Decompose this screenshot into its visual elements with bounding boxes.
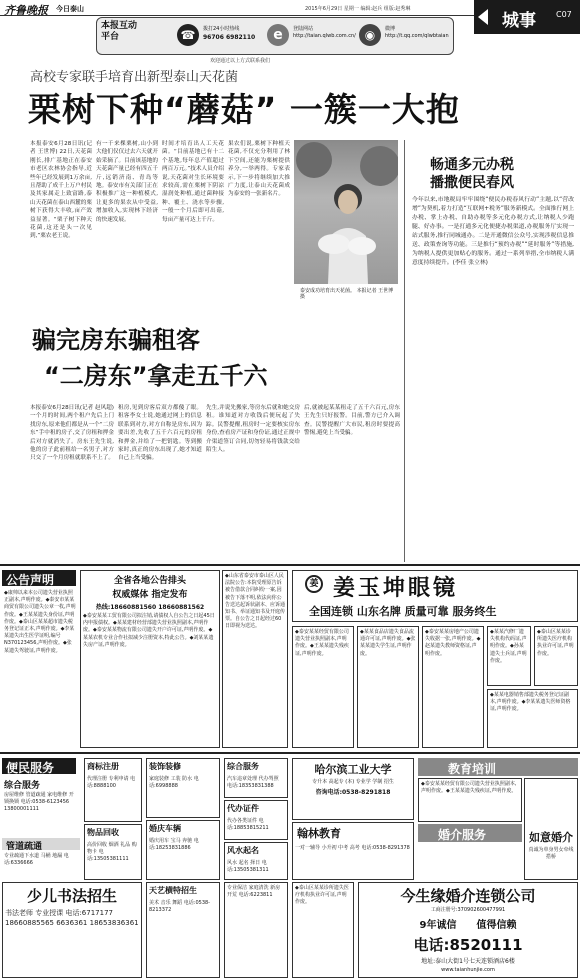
web-link[interactable]: http://taian.qlwb.com.cn/	[293, 33, 356, 39]
trademark-text: 代理注册 专利申请 电话:8888100	[87, 776, 136, 790]
recycle-title: 物品回收	[87, 828, 119, 837]
university-phone[interactable]: 咨询电话:0538-8291818	[315, 789, 391, 796]
notice-cell-2: ◆某某食品店遗失食品流通许可证,声明作废。◆张某某遗失学生证,声明作废。	[357, 626, 419, 748]
web-icon: e	[267, 24, 289, 46]
masthead-title: 齐鲁晚报	[4, 4, 48, 17]
ruyi-box	[524, 778, 578, 880]
glasses-logo-icon: 姜	[305, 575, 323, 593]
bianmin-title: 便民服务	[6, 761, 55, 775]
ads-mid-rule	[0, 752, 580, 754]
lead-photo-caption: 泰安成功培育出天花菌。 本报记者 王世博 摄	[300, 288, 394, 300]
lead-column-2: 有一千来棵栗树,山小到大他们仅仅过去六天就开始采摘了。目前该基地的天花菌产量已经有四五千斤,远销济南、青岛等地。泰安市有关部门正在积极推广这一种植模式,让更多的果农从中受益,增加收入,实现林下经济的快速发展。	[96, 141, 158, 223]
notice-cell-5: ◆泰山区某某诊所遗失医疗机构执业许可证,声明作废。	[534, 626, 578, 686]
notice-text: ◆康帅以来本公司遗失营业执照正副本,声明作废。◆泰安市某某商贸有限公司遗失公章一枚,声明作废。◆王某某遗失身份证,声明作废。◆泰山区某某超市遗失税务登记证正本,声明作废。◆李某某遗失出生医学证明,编号N370123456,声明作废。◆张某遗失驾驶证,声明作废。	[4, 590, 76, 654]
story2-column-4: 后,就被起某某租走了五千六百元,房东王先生只好报警。目前,警方已介入调查。民警提醒广大市民,租房时要提高警惕,避免上当受骗。	[304, 405, 400, 437]
edu-training-title: 教育培训	[448, 762, 497, 776]
notice-cell-6: ◆某某电器销售部遗失税务登记证副本,声明作废。◆李某某遗失医师资格证,声明作废。	[487, 689, 578, 748]
woman-with-mushrooms-image	[294, 140, 398, 284]
misc-notice: 专业保洁 家庭清洗 新房开荒 电话:6223811	[224, 882, 288, 978]
interact-subtitle: 欢迎通过以上方式联系我们	[210, 58, 271, 64]
lead-column-3: 时间才培育出人工天花菌。“目前基地已有十二个基地,每年总产值超过两百万元。”技术人员介绍说,天花菌对生长环境要求较高,需在栗树下阴凉湿润处种植,通过菌种接种、覆土、浇水等步骤,一般一个月后即可出菇,每亩产量可达上千斤。	[162, 141, 224, 223]
fengshui-text: 风水 起名 择日 电话:13505381311	[227, 860, 269, 874]
trademark-title: 商标注册	[87, 762, 119, 771]
story2-headline-2: “二房东”拿走五千六	[44, 362, 268, 390]
story2-column-2: 租房,见到房客后双方都傻了眼。租客李女士说,她通过网上的信息联系到对方,对方自称是房东,因为要出差,先收了五千六百元的房租和押金,并给了一把钥匙。等到搬家时,真正的房东出现了,她才知道自己上当受骗。	[118, 405, 202, 462]
lead-kicker: 高校专家联手培育出新型泰山天花菌	[30, 70, 239, 85]
section-tab	[474, 0, 580, 34]
fengshui-title: 风水起名	[227, 846, 259, 855]
court-text: ◆山东省泰安市泰山区人民法院公告:本院受理原告诉被告借款合同纠纷一案,因被告下落不明,依法向你公告送达起诉状副本、应诉通知书、举证通知书及开庭传票。自公告之日起经过60日即视为送达。	[222, 570, 288, 748]
story2-headline-1: 骗完房东骗租客	[32, 326, 200, 354]
pipe-title: 管道疏通	[6, 842, 43, 852]
glasses-slogan: 全国连锁 山东名牌 质量可靠 服务终生	[309, 605, 497, 618]
masthead-section: 今日泰山	[56, 5, 84, 13]
tutoring-title: 翰林教育	[297, 827, 341, 840]
pipe-header	[2, 838, 80, 850]
marriage-brand: 今生缘婚介连锁公司	[400, 887, 536, 905]
tutoring-text: 一对一辅导 小升初 中考 高考 电话:0538-8291378	[295, 845, 410, 851]
notice-title: 公告声明	[6, 573, 55, 587]
glasses-banner	[292, 570, 578, 622]
tutoring-box	[292, 822, 414, 880]
trademark-box	[84, 758, 142, 822]
lead-headline: 栗树下种“蘑菇” 一簇一大抱	[28, 90, 460, 129]
decoration-text: 家庭装修 工装 防水 电话:6998888	[149, 776, 199, 790]
weibo-icon: ◉	[359, 24, 381, 46]
section-title: 城事	[502, 11, 536, 31]
marriage-header	[418, 824, 522, 842]
weibo-label: 微博	[385, 26, 396, 32]
ruyi-text: 真诚为单身男女牵线搭桥	[528, 847, 574, 861]
ruyi-brand: 如意婚介	[529, 831, 573, 844]
decoration-title: 装饰装修	[149, 762, 181, 771]
phone-numbers[interactable]: 96706 6982110	[203, 34, 256, 41]
edu-training-text: ◆泰安某某经贸有限公司遗失营业执照副本,声明作废。◆王某某遗失残疾证,声明作废。	[418, 778, 522, 822]
media-phone[interactable]: 热线:18660881560 18660881562	[95, 604, 205, 611]
media-box	[80, 570, 220, 748]
marriage-website[interactable]: www.taianhunjie.com	[441, 967, 495, 973]
story2-column-3: 先生,并说先搬家,等房东后就和她交房租。谁知道对方收钱后便玩起了失踪。民警提醒,租房时一定要核实房东身份,查看房产证和身份证,通过正规中介渠道签订合同,切勿轻易将钱款交给陌生人。	[206, 405, 300, 454]
media-sub: 权威媒体 指定发布	[112, 590, 188, 600]
auto-service-box	[224, 758, 288, 798]
auto-service-title: 综合服务	[227, 762, 259, 771]
marriage-trust: 值得信赖	[476, 920, 517, 931]
page-number: C07	[556, 10, 572, 19]
pipe-text: 专业疏通下水道 马桶 地漏 电话:6336666	[4, 853, 69, 867]
university-box	[292, 758, 414, 820]
ads-top-rule	[0, 564, 580, 566]
notice-header	[2, 570, 76, 586]
issue-date: 2015年6月29日 星期一 编辑:赵兵 组版:赵秀琳	[305, 6, 411, 12]
glasses-brand: 姜玉坤眼镜	[333, 576, 459, 601]
sidebar-headline-2: 播撒便民春风	[430, 175, 514, 191]
calligraphy-text: 书法老师 专业授课 电话:6717177 18660885565 6636361 18653836361	[5, 909, 139, 927]
wedding-car-text: 婚庆用车 宝马 奔驰 电话:18253831886	[149, 838, 199, 852]
marriage-phone[interactable]: 电话:8520111	[413, 936, 523, 954]
marriage-address: 地址:泰山大街1号七天连锁酒店6楼	[421, 958, 515, 965]
bianmin-header	[2, 758, 76, 774]
lost-found-notice: ◆泰山区某某诊所遗失医疗机构执业许可证,声明作废。	[292, 882, 354, 978]
auto-service-text: 汽车违章处理 代办驾照 电话:18353831388	[227, 776, 279, 790]
art-school-title: 天艺横特招生	[149, 886, 197, 895]
calligraphy-title: 少儿书法招生	[26, 887, 117, 905]
university-title: 哈尔滨工业大学	[314, 763, 392, 776]
marriage-reg: 工商注册号:370902600477991	[430, 907, 506, 913]
marriage-header-title: 婚介服务	[438, 828, 487, 842]
notice-cell-1: ◆泰安某某经贸有限公司遗失营业执照副本,声明作废。◆王某某遗失残疾证,声明作废。	[292, 626, 354, 748]
art-school-text: 美术 音乐 舞蹈 电话:0538-8213372	[149, 900, 210, 914]
phone-icon: ☎	[177, 24, 199, 46]
lead-column-4: 果农们说,栗树下种植天花菌,不仅充分利用了林下空间,还能为栗树提供养分,一举两得。专家表示,下一步将继续加大推广力度,让泰山天花菌成为泰安的一张新名片。	[228, 141, 290, 198]
fengshui-box	[224, 842, 288, 880]
marriage-ad	[358, 882, 578, 978]
edu-training-header	[418, 758, 578, 776]
id-agent-title: 代办证件	[227, 804, 259, 813]
interact-title: 本报互动平台	[101, 21, 138, 42]
notice-cell-3: ◆泰安某某房地产公司遗失收据一张,声明作废。◆赵某遗失教师资格证,声明作废。	[422, 626, 484, 748]
media-text: ◆泰安某某工贸有限公司拟注销,请债权人自公告之日起45日内申报债权。◆某某建材经营部遗失营业执照副本,声明作废。◆泰安某某物流有限公司遗失开户许可证,声明作废。◆某某农机专业合作社拟减少注册资本,特此公告。◆刘某某遗失房产证,声明作废。	[83, 613, 215, 648]
id-agent-text: 代办各类证件 电话:18853815211	[227, 818, 269, 832]
sidebar-text: 今年以来,市地税局牢牢围绕“便民办税春风行动”主题,以“营改增”为契机,着力打造“互联网+税务”服务新模式。全面推行网上办税、掌上办税、自助办税等多元化办税方式,让纳税人少跑腿、好办事。一是打通多元化便捷办税渠道,办税服务厅实现一站式服务,推行同城通办。二是开通微信公众号,实现涉税信息推送、政策查询等功能。三是推行“预约办税”“延时服务”等措施,为纳税人提供更加贴心的服务。通过一系列举措,全市纳税人满意度持续提升。(李佳 张立林)	[412, 197, 574, 266]
sidebar-headline-1: 畅通多元办税	[430, 157, 514, 173]
phone-label: 拨打24小时热线	[203, 26, 240, 32]
sidebar-divider	[404, 140, 405, 562]
bianmin-text: 房屋维修 管道疏通 家电维修 开锁换锁 电话:0538-6123456 13800001111	[4, 792, 74, 813]
university-sub: 专升本 高起专 (本) 专业学 学制 招生	[312, 779, 394, 785]
interact-panel	[96, 17, 454, 55]
arrow-icon	[478, 9, 488, 25]
wedding-car-box	[146, 820, 220, 880]
calligraphy-box	[2, 882, 142, 978]
media-title: 全省各地公告排头	[113, 576, 186, 586]
marriage-years: 9年诚信	[419, 920, 457, 931]
lead-column-1: 本报泰安6月28日讯(记者 王世博) 22日,天花菌刚长,排广基地正在泰安市老区农林协会指导,近些年已经发展到1万余亩,且帮助了成千上万户村民及其家属走上致富路,泰山天花菌在泰山西麓的栗树下获得大丰收,亩产效益显著。“栗子树下种天花菌,这还是头一次见到,”栗农老王说。	[30, 141, 92, 240]
bianmin-sub: 综合服务	[4, 781, 41, 791]
wedding-car-title: 婚庆车辆	[149, 824, 181, 833]
lead-photo	[294, 140, 398, 284]
recycle-box	[84, 824, 142, 880]
web-label: 登陆网站	[293, 26, 314, 32]
recycle-text: 高价回收 烟酒 礼品 购物卡 电话:13505381111	[87, 842, 137, 863]
weibo-link[interactable]: http://t.qq.com/qlwbtaian	[385, 33, 449, 39]
notice-cell-4: ◆某某汽修厂遗失机构代码证,声明作废。◆孙某遗失士兵证,声明作废。	[487, 626, 531, 686]
decoration-box	[146, 758, 220, 818]
story2-column-1: 本报泰安6月28日讯(记者 赵风超) 一个月的时间,两个租户先后上门找房东,原来他们都是从一个“二房东”手中租的房子,交了房租和押金后对方就消失了。房东王先生说,他的房子此前租给一名男子,对方只交了一个月房租就联系不上了。	[30, 405, 114, 462]
art-school-box	[146, 882, 220, 978]
id-agent-box	[224, 800, 288, 840]
